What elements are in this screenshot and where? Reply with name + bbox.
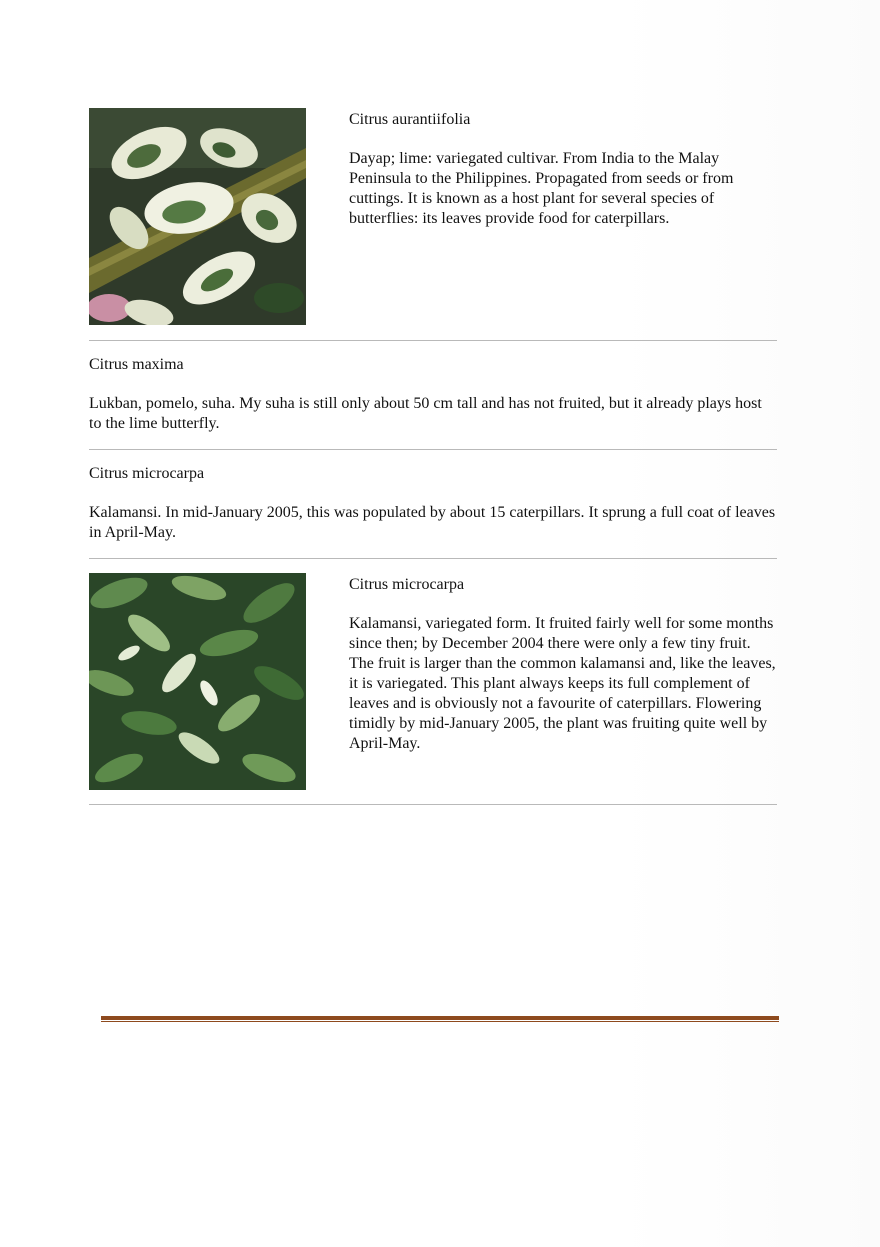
divider (89, 558, 777, 559)
entry-citrus-microcarpa-variegated (349, 575, 779, 754)
entry-title: Citrus microcarpa (89, 465, 205, 482)
entry-description: Lukban, pomelo, suha. My suha is still only about 50 cm tall and has not fruited, but it already plays host to the lime butterfly. (89, 395, 762, 432)
footer-rule (101, 1016, 779, 1023)
variegated-lime-leaves-photo (89, 108, 306, 325)
entry-title: Citrus maxima (89, 356, 184, 373)
entry-citrus-microcarpa (89, 464, 777, 543)
entry-citrus-maxima (89, 355, 777, 434)
variegated-kalamansi-shrub-photo (89, 573, 306, 790)
divider (89, 804, 777, 805)
entry-description: Kalamansi, variegated form. It fruited fairly well for some months since then; by December 2004 there were only a few tiny fruit. The fruit is larger than the common kalamansi and, like the leaves, it is variegated. This plant always keeps its full complement of leaves and is obviously not a favourite of caterpillars. Flowering timidly by mid-January 2005, the plant was fruiting quite well by April-May. (349, 615, 776, 752)
entry-citrus-aurantiifolia (349, 110, 779, 229)
divider (89, 449, 777, 450)
entry-title: Citrus aurantiifolia (349, 111, 471, 128)
entry-title: Citrus microcarpa (349, 576, 465, 593)
entry-description: Kalamansi. In mid-January 2005, this was populated by about 15 caterpillars. It sprung a full coat of leaves in April-May. (89, 504, 776, 541)
entry-description: Dayap; lime: variegated cultivar. From India to the Malay Peninsula to the Philippines. Propagated from seeds or from cuttings. It is known as a host plant for several species of butterflies: its leaves provide food for caterpillars. (349, 150, 734, 227)
divider (89, 340, 777, 341)
